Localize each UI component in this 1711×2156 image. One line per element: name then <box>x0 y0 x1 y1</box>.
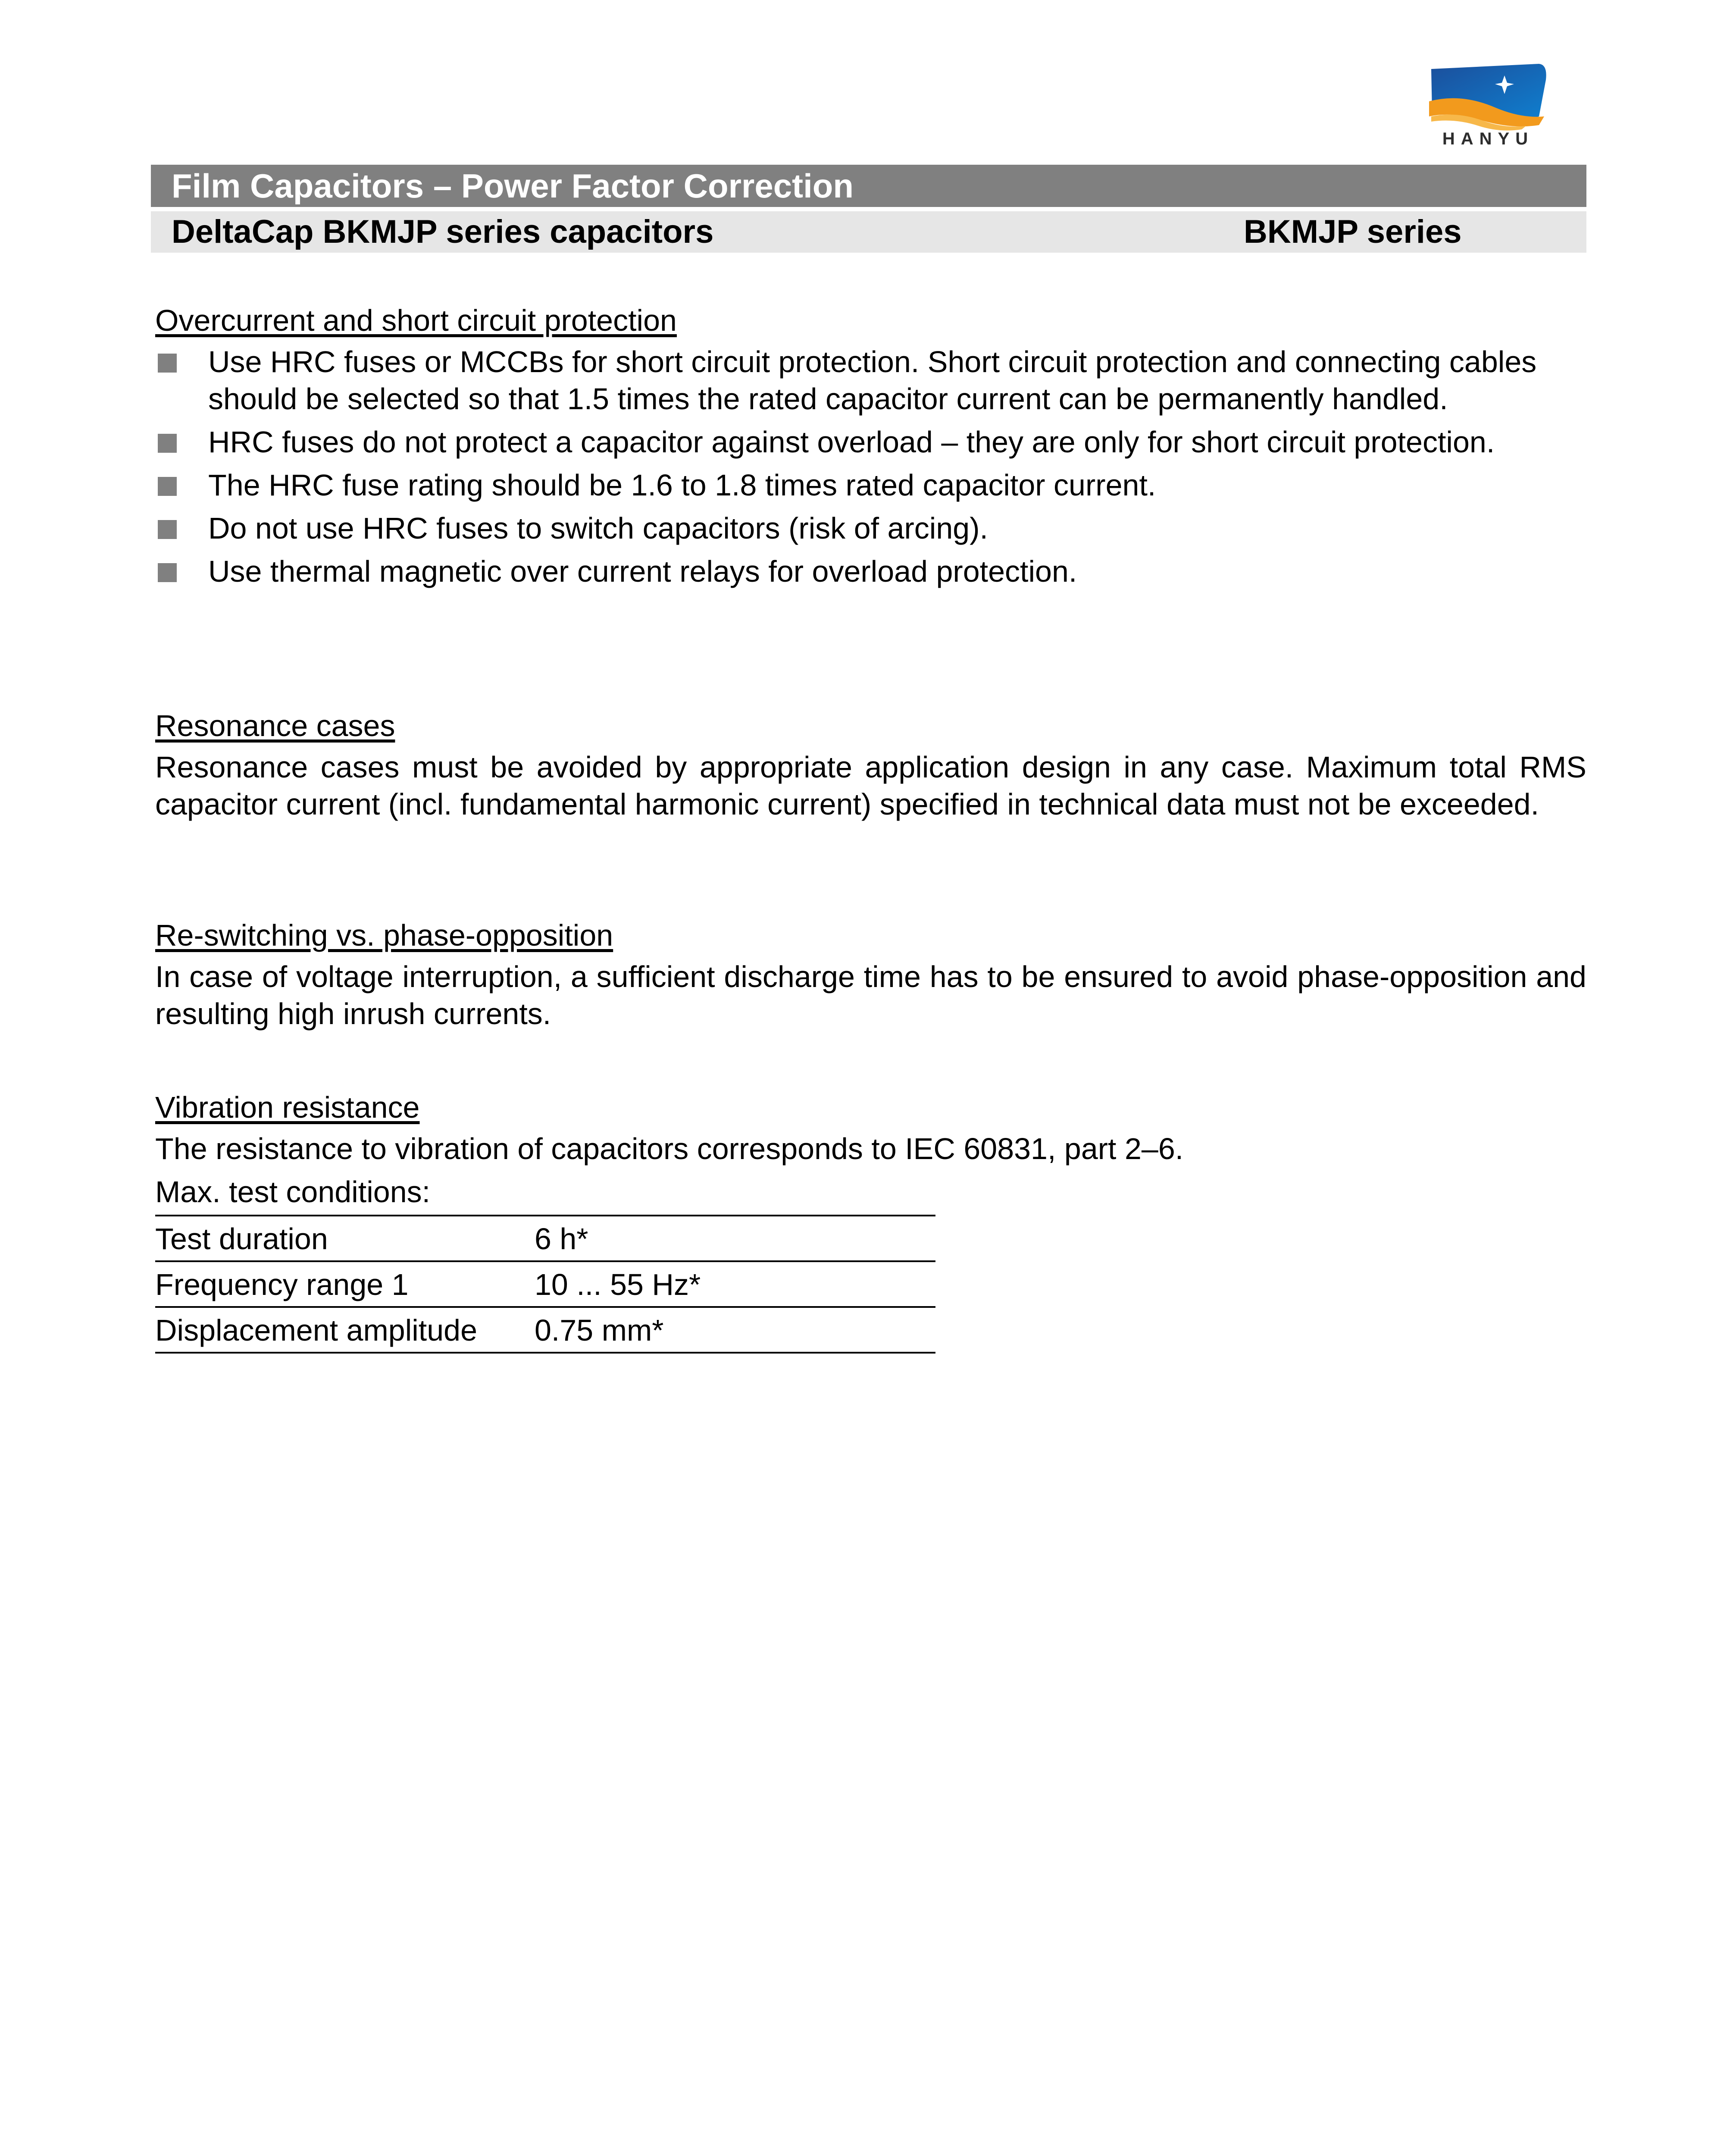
table-cell-value: 6 h* <box>535 1216 935 1261</box>
list-item-text: The HRC fuse rating should be 1.6 to 1.8 times rated capacitor current. <box>208 468 1156 502</box>
bullet-square-icon <box>158 520 177 539</box>
table-cell-param: Displacement amplitude <box>155 1307 535 1353</box>
table-cell-param: Frequency range 1 <box>155 1261 535 1307</box>
bullet-square-icon <box>158 434 177 453</box>
table-cell-value: 10 ... 55 Hz* <box>535 1261 935 1307</box>
list-item <box>155 343 1586 417</box>
section-heading: Vibration resistance <box>155 1091 420 1124</box>
bullet-square-icon <box>158 354 177 373</box>
list-item-text: HRC fuses do not protect a capacitor against overload – they are only for short circuit protection. <box>208 425 1495 459</box>
list-item <box>155 510 1586 547</box>
product-name: DeltaCap BKMJP series capacitors <box>172 213 714 250</box>
table-cell-value: 0.75 mm* <box>535 1307 935 1353</box>
section-heading: Overcurrent and short circuit protection <box>155 304 677 337</box>
subtitle-bar <box>151 211 1586 253</box>
overcurrent-section <box>155 302 1586 596</box>
conditions-label: Max. test conditions: <box>155 1175 431 1209</box>
page-title: Film Capacitors – Power Factor Correction <box>172 167 854 205</box>
series-name: BKMJP series <box>1244 213 1462 250</box>
reswitching-section <box>155 917 1586 1032</box>
bullet-list <box>155 343 1586 590</box>
vibration-table <box>155 1215 935 1354</box>
section-text: Resonance cases must be avoided by appropriate application design in any case. Maximum total RMS capacitor current (incl. fundamental harmonic current) specified in technical data must not be exceeded. <box>155 750 1586 821</box>
table-cell-param: Test duration <box>155 1216 535 1261</box>
section-heading: Resonance cases <box>155 709 395 743</box>
bullet-square-icon <box>158 563 177 582</box>
list-item <box>155 553 1586 590</box>
table-row <box>155 1216 935 1261</box>
logo-text: HANYU <box>1442 129 1534 148</box>
list-item-text: Use thermal magnetic over current relays for overload protection. <box>208 555 1077 588</box>
list-item-text: Use HRC fuses or MCCBs for short circuit protection. Short circuit protection and connecting cables should be selected so that 1.5 times the rated capacitor current can be permanently handled. <box>208 345 1537 416</box>
list-item <box>155 467 1586 504</box>
bullet-square-icon <box>158 477 177 496</box>
list-item-text: Do not use HRC fuses to switch capacitors (risk of arcing). <box>208 511 988 545</box>
vibration-section <box>155 1089 1586 1354</box>
table-row <box>155 1261 935 1307</box>
section-text: The resistance to vibration of capacitors corresponds to IEC 60831, part 2–6. <box>155 1132 1184 1166</box>
resonance-section <box>155 707 1586 823</box>
section-text: In case of voltage interruption, a sufficient discharge time has to be ensured to avoid phase-opposition and resulting high inrush currents. <box>155 960 1586 1031</box>
list-item <box>155 423 1586 461</box>
table-row <box>155 1307 935 1353</box>
section-heading: Re-switching vs. phase-opposition <box>155 918 613 952</box>
title-bar <box>151 165 1586 207</box>
